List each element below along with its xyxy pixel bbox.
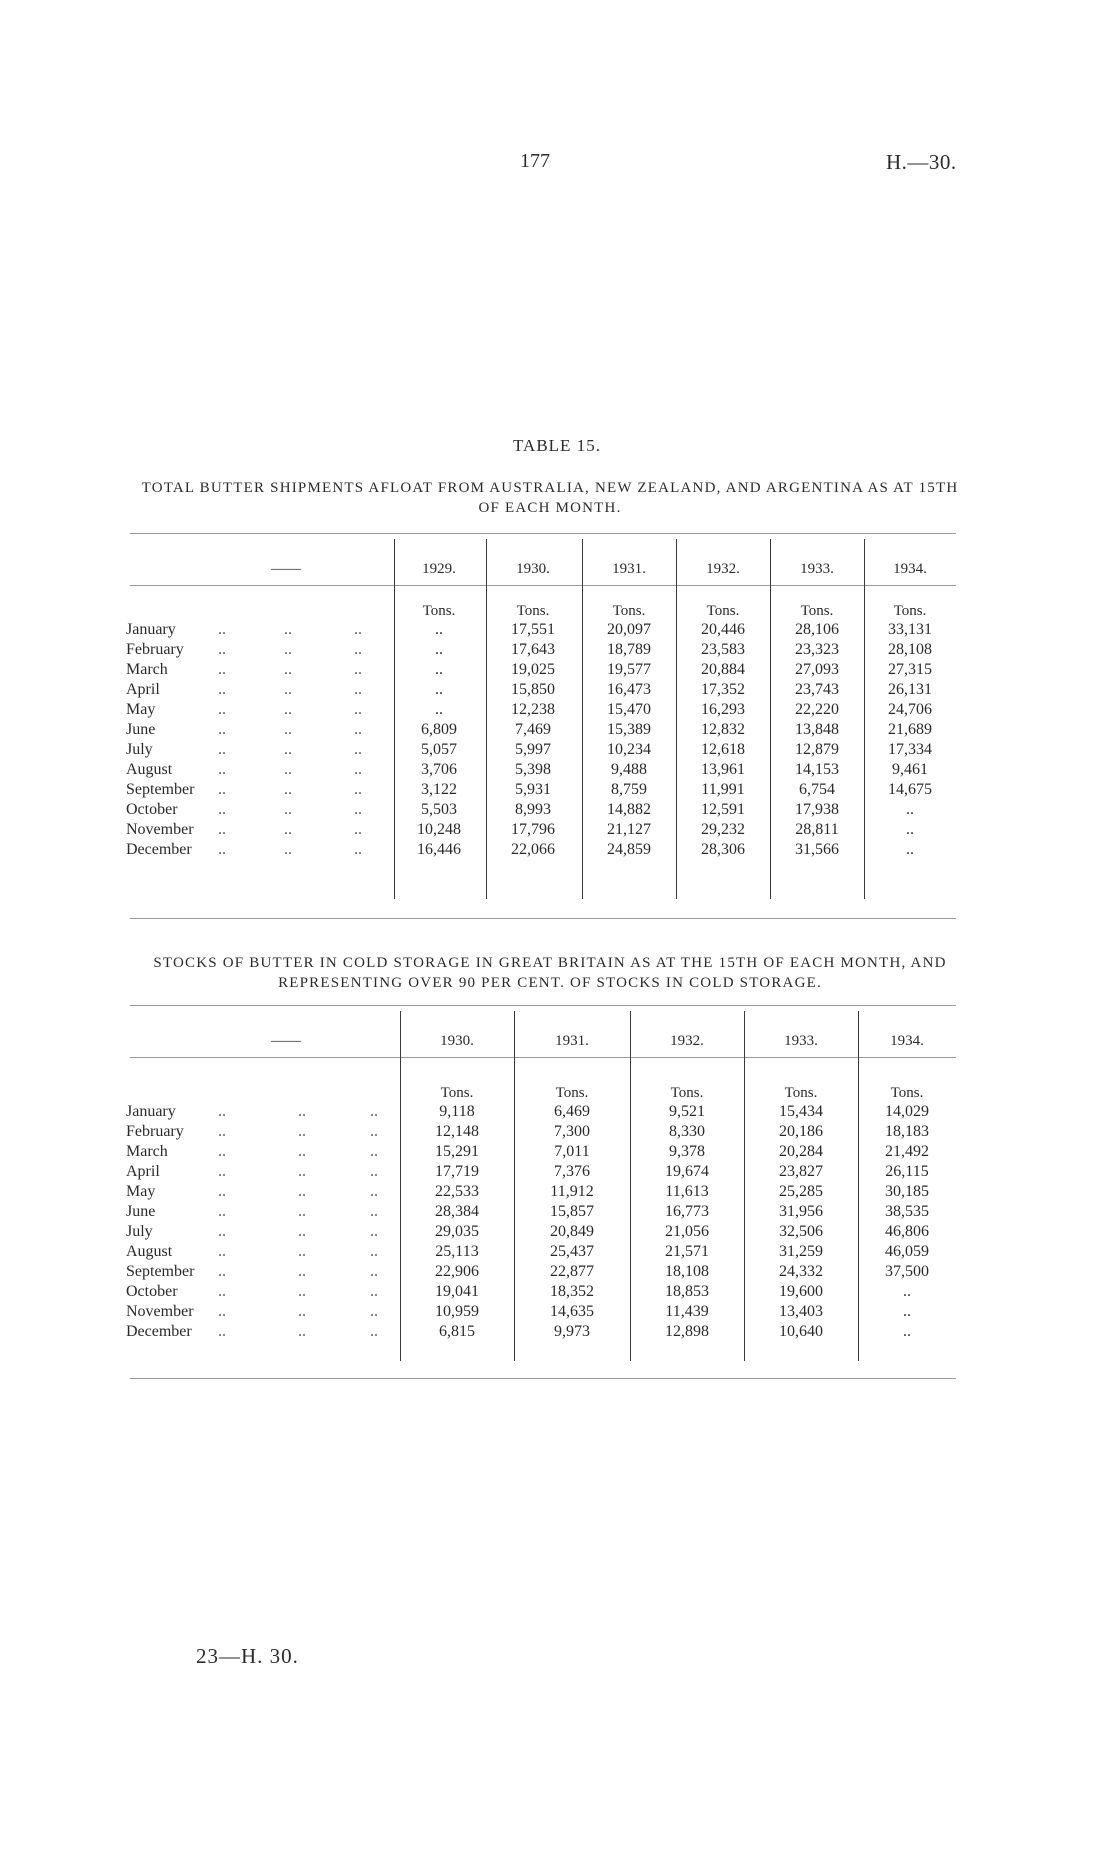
leader-dot: ..: [218, 1203, 226, 1220]
cell-value: 3,706: [421, 761, 457, 778]
cell-value: 6,815: [439, 1323, 475, 1340]
cell-value: ..: [435, 701, 443, 718]
cell-value: 19,041: [435, 1283, 479, 1300]
stocks-row: [126, 1122, 956, 1142]
table15-bottom-rule: [130, 918, 956, 919]
cell-value: 5,398: [515, 761, 551, 778]
leader-dot: ..: [218, 1223, 226, 1240]
leader-dot: ..: [370, 1223, 378, 1240]
leader-dot: ..: [284, 641, 292, 658]
cell-value: 38,535: [885, 1203, 929, 1220]
table15-row: [126, 820, 956, 840]
stocks-row: [126, 1162, 956, 1182]
leader-dot: ..: [298, 1103, 306, 1120]
cell-value: 29,035: [435, 1223, 479, 1240]
leader-dot: ..: [298, 1203, 306, 1220]
table15-row: [126, 840, 956, 860]
cell-value: 20,884: [701, 661, 745, 678]
leader-dot: ..: [284, 801, 292, 818]
cell-value: 19,025: [511, 661, 555, 678]
cell-value: 7,469: [515, 721, 551, 738]
leader-dot: ..: [218, 801, 226, 818]
cell-value: 19,600: [779, 1283, 823, 1300]
leader-dot: ..: [370, 1103, 378, 1120]
cell-value: 12,591: [701, 801, 745, 818]
cell-value: 12,238: [511, 701, 555, 718]
month-label: June: [126, 721, 156, 738]
leader-dot: ..: [354, 681, 362, 698]
cell-value: ..: [906, 821, 914, 838]
leader-dot: ..: [218, 701, 226, 718]
cell-value: 13,403: [779, 1303, 823, 1320]
month-label: October: [126, 801, 178, 818]
month-label: February: [126, 641, 184, 658]
cell-value: 9,521: [669, 1103, 705, 1120]
month-label: January: [126, 1103, 176, 1120]
cell-value: 46,059: [885, 1243, 929, 1260]
leader-dot: ..: [370, 1143, 378, 1160]
leader-dot: ..: [218, 1143, 226, 1160]
cell-value: 25,437: [550, 1243, 594, 1260]
cell-value: 6,809: [421, 721, 457, 738]
cell-value: ..: [435, 621, 443, 638]
cell-value: 3,122: [421, 781, 457, 798]
cell-value: 10,959: [435, 1303, 479, 1320]
leader-dot: ..: [298, 1283, 306, 1300]
leader-dot: ..: [354, 801, 362, 818]
table15-row: [126, 640, 956, 660]
leader-dot: ..: [370, 1323, 378, 1340]
leader-dot: ..: [218, 681, 226, 698]
table15-row: [126, 660, 956, 680]
leader-dot: ..: [218, 1323, 226, 1340]
table15-unit: Tons.: [800, 603, 834, 619]
cell-value: ..: [903, 1323, 911, 1340]
cell-value: 20,446: [701, 621, 745, 638]
cell-value: 22,877: [550, 1263, 594, 1280]
month-label: May: [126, 701, 156, 718]
cell-value: 10,234: [607, 741, 651, 758]
table15-col-1933: 1933.: [800, 561, 834, 577]
cell-value: 18,853: [665, 1283, 709, 1300]
cell-value: 16,446: [417, 841, 461, 858]
cell-value: 8,759: [611, 781, 647, 798]
cell-value: 5,997: [515, 741, 551, 758]
cell-value: 19,577: [607, 661, 651, 678]
leader-dot: ..: [218, 1283, 226, 1300]
cell-value: 7,376: [554, 1163, 590, 1180]
cell-value: 19,674: [665, 1163, 709, 1180]
cell-value: 18,183: [885, 1123, 929, 1140]
month-label: April: [126, 1163, 160, 1180]
cell-value: 17,643: [511, 641, 555, 658]
stocks-unit: Tons.: [440, 1085, 474, 1101]
table15-unit: Tons.: [422, 603, 456, 619]
cell-value: 9,488: [611, 761, 647, 778]
month-label: April: [126, 681, 160, 698]
table-label: TABLE 15.: [513, 436, 601, 455]
cell-value: 28,384: [435, 1203, 479, 1220]
cell-value: 6,754: [799, 781, 835, 798]
cell-value: 15,850: [511, 681, 555, 698]
month-label: August: [126, 1243, 173, 1260]
leader-dot: ..: [354, 821, 362, 838]
leader-dot: ..: [298, 1243, 306, 1260]
table15-unit: Tons.: [516, 603, 550, 619]
leader-dot: ..: [370, 1243, 378, 1260]
stocks-bottom-rule: [130, 1378, 956, 1379]
leader-dot: ..: [298, 1123, 306, 1140]
stocks-col-1934: 1934.: [890, 1033, 924, 1049]
stocks-table: [126, 1005, 956, 1378]
stocks-row: [126, 1182, 956, 1202]
cell-value: 15,434: [779, 1103, 823, 1120]
cell-value: 15,857: [550, 1203, 594, 1220]
cell-value: 31,566: [795, 841, 839, 858]
cell-value: 23,743: [795, 681, 839, 698]
leader-dot: ..: [284, 781, 292, 798]
cell-value: 9,118: [439, 1103, 475, 1120]
month-label: July: [126, 741, 153, 758]
cell-value: 25,285: [779, 1183, 823, 1200]
cell-value: 18,789: [607, 641, 651, 658]
cell-value: 9,461: [892, 761, 928, 778]
cell-value: 12,832: [701, 721, 745, 738]
table15: [126, 533, 956, 918]
stocks-row: [126, 1322, 956, 1342]
cell-value: 23,827: [779, 1163, 823, 1180]
table15-col-1931: 1931.: [612, 561, 646, 577]
table15-corner: ——: [271, 561, 301, 577]
cell-value: 12,898: [665, 1323, 709, 1340]
cell-value: 21,571: [665, 1243, 709, 1260]
leader-dot: ..: [370, 1203, 378, 1220]
cell-value: 21,056: [665, 1223, 709, 1240]
cell-value: ..: [906, 801, 914, 818]
cell-value: 15,291: [435, 1143, 479, 1160]
leader-dot: ..: [370, 1163, 378, 1180]
stocks-unit: Tons.: [555, 1085, 589, 1101]
cell-value: 5,057: [421, 741, 457, 758]
cell-value: 5,931: [515, 781, 551, 798]
table15-unit: Tons.: [706, 603, 740, 619]
cell-value: 26,131: [888, 681, 932, 698]
stocks-col-1933: 1933.: [784, 1033, 818, 1049]
cell-value: 20,097: [607, 621, 651, 638]
stocks-caption-line2: REPRESENTING OVER 90 PER CENT. OF STOCKS IN COLD STORAGE.: [278, 975, 822, 991]
leader-dot: ..: [284, 841, 292, 858]
cell-value: ..: [903, 1283, 911, 1300]
cell-value: 21,492: [885, 1143, 929, 1160]
table15-row: [126, 720, 956, 740]
leader-dot: ..: [218, 741, 226, 758]
leader-dot: ..: [298, 1303, 306, 1320]
leader-dot: ..: [218, 1243, 226, 1260]
table15-row: [126, 700, 956, 720]
leader-dot: ..: [354, 721, 362, 738]
leader-dot: ..: [218, 1103, 226, 1120]
leader-dot: ..: [354, 641, 362, 658]
leader-dot: ..: [298, 1163, 306, 1180]
cell-value: 8,330: [669, 1123, 705, 1140]
cell-value: 5,503: [421, 801, 457, 818]
month-label: December: [126, 841, 192, 858]
cell-value: 20,284: [779, 1143, 823, 1160]
table15-unit: Tons.: [893, 603, 927, 619]
page-number: 177: [520, 150, 550, 172]
leader-dot: ..: [370, 1303, 378, 1320]
cell-value: 21,689: [888, 721, 932, 738]
cell-value: 22,906: [435, 1263, 479, 1280]
stocks-row: [126, 1202, 956, 1222]
stocks-row: [126, 1302, 956, 1322]
stocks-unit: Tons.: [890, 1085, 924, 1101]
cell-value: 6,469: [554, 1103, 590, 1120]
cell-value: 17,551: [511, 621, 555, 638]
stocks-header: [126, 1019, 956, 1059]
cell-value: 7,300: [554, 1123, 590, 1140]
cell-value: 18,108: [665, 1263, 709, 1280]
cell-value: 9,378: [669, 1143, 705, 1160]
leader-dot: ..: [370, 1123, 378, 1140]
table15-col-1932: 1932.: [706, 561, 740, 577]
leader-dot: ..: [284, 741, 292, 758]
cell-value: 20,186: [779, 1123, 823, 1140]
month-label: November: [126, 1303, 194, 1320]
cell-value: 18,352: [550, 1283, 594, 1300]
stocks-unit: Tons.: [670, 1085, 704, 1101]
cell-value: 27,315: [888, 661, 932, 678]
leader-dot: ..: [284, 721, 292, 738]
leader-dot: ..: [284, 701, 292, 718]
cell-value: 17,796: [511, 821, 555, 838]
cell-value: ..: [435, 661, 443, 678]
month-label: October: [126, 1283, 178, 1300]
leader-dot: ..: [354, 741, 362, 758]
cell-value: 14,029: [885, 1103, 929, 1120]
month-label: January: [126, 621, 176, 638]
cell-value: 28,108: [888, 641, 932, 658]
leader-dot: ..: [354, 621, 362, 638]
leader-dot: ..: [218, 621, 226, 638]
leader-dot: ..: [218, 1263, 226, 1280]
table15-body: [126, 620, 956, 860]
stocks-row: [126, 1262, 956, 1282]
leader-dot: ..: [298, 1323, 306, 1340]
leader-dot: ..: [218, 781, 226, 798]
table15-row: [126, 620, 956, 640]
month-label: August: [126, 761, 173, 778]
cell-value: 23,323: [795, 641, 839, 658]
stocks-corner: ——: [271, 1033, 301, 1049]
stocks-col-1931: 1931.: [555, 1033, 589, 1049]
cell-value: 17,334: [888, 741, 932, 758]
leader-dot: ..: [218, 761, 226, 778]
cell-value: 7,011: [554, 1143, 590, 1160]
cell-value: 29,232: [701, 821, 745, 838]
leader-dot: ..: [370, 1263, 378, 1280]
cell-value: 16,473: [607, 681, 651, 698]
cell-value: 11,439: [665, 1303, 709, 1320]
cell-value: 16,773: [665, 1203, 709, 1220]
cell-value: 15,389: [607, 721, 651, 738]
month-label: September: [126, 781, 195, 798]
cell-value: 12,148: [435, 1123, 479, 1140]
cell-value: 22,533: [435, 1183, 479, 1200]
stocks-row: [126, 1242, 956, 1262]
table15-col-1934: 1934.: [893, 561, 927, 577]
leader-dot: ..: [284, 681, 292, 698]
leader-dot: ..: [298, 1223, 306, 1240]
cell-value: 32,506: [779, 1223, 823, 1240]
table15-caption-line1: TOTAL BUTTER SHIPMENTS AFLOAT FROM AUSTRALIA, NEW ZEALAND, AND ARGENTINA AS AT 15TH: [141, 480, 959, 496]
cell-value: 21,127: [607, 821, 651, 838]
stocks-row: [126, 1282, 956, 1302]
month-label: May: [126, 1183, 156, 1200]
month-label: July: [126, 1223, 153, 1240]
cell-value: 17,352: [701, 681, 745, 698]
cell-value: 28,811: [795, 821, 839, 838]
cell-value: 10,640: [779, 1323, 823, 1340]
cell-value: 30,185: [885, 1183, 929, 1200]
leader-dot: ..: [354, 781, 362, 798]
cell-value: 23,583: [701, 641, 745, 658]
stocks-col-1932: 1932.: [670, 1033, 704, 1049]
table15-col-1930: 1930.: [516, 561, 550, 577]
leader-dot: ..: [218, 1303, 226, 1320]
leader-dot: ..: [218, 1163, 226, 1180]
cell-value: 14,882: [607, 801, 651, 818]
leader-dot: ..: [218, 661, 226, 678]
cell-value: ..: [903, 1303, 911, 1320]
cell-value: 22,220: [795, 701, 839, 718]
table15-row: [126, 760, 956, 780]
leader-dot: ..: [298, 1143, 306, 1160]
cell-value: 28,306: [701, 841, 745, 858]
stocks-col-1930: 1930.: [440, 1033, 474, 1049]
cell-value: 11,613: [665, 1183, 709, 1200]
leader-dot: ..: [354, 701, 362, 718]
stocks-row: [126, 1222, 956, 1242]
leader-dot: ..: [218, 1183, 226, 1200]
leader-dot: ..: [284, 621, 292, 638]
leader-dot: ..: [354, 841, 362, 858]
cell-value: 14,675: [888, 781, 932, 798]
cell-value: 26,115: [885, 1163, 929, 1180]
month-label: November: [126, 821, 194, 838]
leader-dot: ..: [218, 821, 226, 838]
cell-value: 9,973: [554, 1323, 590, 1340]
cell-value: 13,848: [795, 721, 839, 738]
month-label: March: [126, 661, 168, 678]
leader-dot: ..: [298, 1263, 306, 1280]
cell-value: 17,938: [795, 801, 839, 818]
month-label: June: [126, 1203, 156, 1220]
cell-value: 31,956: [779, 1203, 823, 1220]
leader-dot: ..: [284, 821, 292, 838]
cell-value: 11,991: [701, 781, 745, 798]
leader-dot: ..: [370, 1183, 378, 1200]
leader-dot: ..: [354, 761, 362, 778]
stocks-body: [126, 1102, 956, 1342]
table15-row: [126, 800, 956, 820]
cell-value: 25,113: [435, 1243, 479, 1260]
stocks-row: [126, 1102, 956, 1122]
cell-value: 24,332: [779, 1263, 823, 1280]
document-reference: H.—30.: [886, 150, 957, 174]
leader-dot: ..: [284, 761, 292, 778]
leader-dot: ..: [284, 661, 292, 678]
cell-value: 11,912: [550, 1183, 594, 1200]
month-label: March: [126, 1143, 168, 1160]
table15-row: [126, 740, 956, 760]
table15-col-1929: 1929.: [422, 561, 456, 577]
cell-value: 12,879: [795, 741, 839, 758]
table15-row: [126, 680, 956, 700]
cell-value: ..: [906, 841, 914, 858]
leader-dot: ..: [370, 1283, 378, 1300]
table15-header: [126, 547, 956, 587]
cell-value: 46,806: [885, 1223, 929, 1240]
cell-value: 13,961: [701, 761, 745, 778]
cell-value: 24,706: [888, 701, 932, 718]
cell-value: 31,259: [779, 1243, 823, 1260]
cell-value: 33,131: [888, 621, 932, 638]
cell-value: 22,066: [511, 841, 555, 858]
month-label: September: [126, 1263, 195, 1280]
table15-caption-line2: OF EACH MONTH.: [478, 500, 622, 516]
stocks-row: [126, 1142, 956, 1162]
cell-value: 28,106: [795, 621, 839, 638]
cell-value: ..: [435, 681, 443, 698]
leader-dot: ..: [218, 721, 226, 738]
cell-value: 10,248: [417, 821, 461, 838]
stocks-caption-line1: STOCKS OF BUTTER IN COLD STORAGE IN GREAT BRITAIN AS AT THE 15TH OF EACH MONTH, AND: [153, 955, 947, 971]
cell-value: 37,500: [885, 1263, 929, 1280]
table15-unit: Tons.: [612, 603, 646, 619]
month-label: February: [126, 1123, 184, 1140]
cell-value: 17,719: [435, 1163, 479, 1180]
cell-value: 12,618: [701, 741, 745, 758]
cell-value: 24,859: [607, 841, 651, 858]
cell-value: 27,093: [795, 661, 839, 678]
month-label: December: [126, 1323, 192, 1340]
cell-value: 20,849: [550, 1223, 594, 1240]
leader-dot: ..: [218, 841, 226, 858]
table15-caption: [100, 478, 1000, 518]
cell-value: ..: [435, 641, 443, 658]
stocks-unit: Tons.: [784, 1085, 818, 1101]
leader-dot: ..: [218, 641, 226, 658]
cell-value: 15,470: [607, 701, 651, 718]
cell-value: 14,635: [550, 1303, 594, 1320]
footer-reference: 23—H. 30.: [196, 1644, 299, 1668]
leader-dot: ..: [218, 1123, 226, 1140]
cell-value: 14,153: [795, 761, 839, 778]
cell-value: 8,993: [515, 801, 551, 818]
leader-dot: ..: [354, 661, 362, 678]
table15-row: [126, 780, 956, 800]
leader-dot: ..: [298, 1183, 306, 1200]
cell-value: 16,293: [701, 701, 745, 718]
stocks-caption: [100, 953, 1000, 993]
